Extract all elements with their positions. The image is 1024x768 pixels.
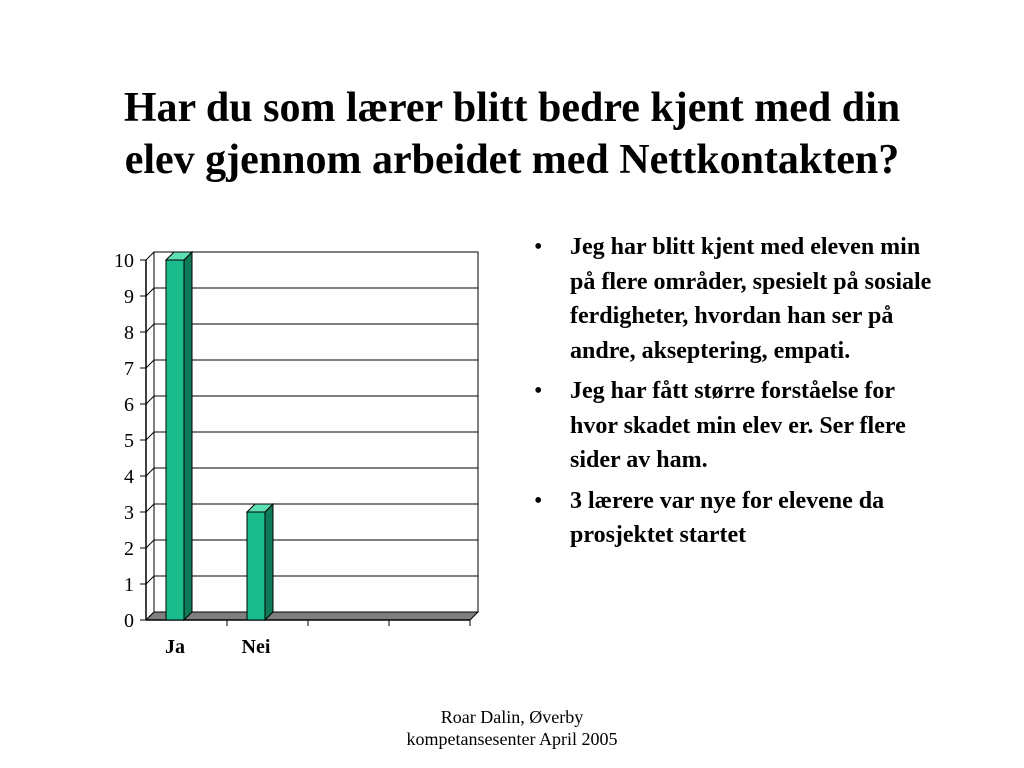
y-tick-label: 7 <box>124 358 134 380</box>
footer-line-2: kompetansesenter April 2005 <box>406 729 618 749</box>
bullet-item <box>530 230 940 368</box>
side-wall-line <box>146 468 154 476</box>
y-tick-label: 1 <box>124 574 134 596</box>
x-category-label: Ja <box>165 636 185 658</box>
y-tick-label: 2 <box>124 538 134 560</box>
bar-side <box>265 504 273 620</box>
bullet-symbol: • <box>534 234 543 260</box>
bullet-list <box>530 230 940 559</box>
y-tick-label: 8 <box>124 322 134 344</box>
footer-line-1: Roar Dalin, Øverby <box>440 707 584 727</box>
y-tick-label: 5 <box>124 430 134 452</box>
y-tick-label: 0 <box>124 610 134 632</box>
bullet-text: Jeg har blitt kjent med eleven min på flere områder, spesielt på sosiale ferdigheter, hvordan han ser på andre, akseptering, empati. <box>570 234 932 364</box>
title-line-2: elev gjennom arbeidet med Nettkontakten? <box>124 137 900 183</box>
side-wall-line <box>146 432 154 440</box>
y-tick-label: 10 <box>114 250 134 272</box>
side-wall-line <box>146 396 154 404</box>
bullet-item <box>530 374 940 478</box>
side-wall-line <box>146 576 154 584</box>
side-wall-line <box>146 504 154 512</box>
bullet-symbol: • <box>534 487 543 514</box>
bar-side <box>184 252 192 620</box>
bar <box>166 260 184 620</box>
side-wall-line <box>146 360 154 368</box>
side-wall-line <box>146 324 154 332</box>
y-tick-label: 3 <box>124 502 134 524</box>
footer <box>312 706 712 750</box>
side-wall-line <box>146 252 154 260</box>
side-wall-line <box>146 540 154 548</box>
side-wall-line <box>146 288 154 296</box>
slide-title <box>60 82 964 186</box>
bar-chart <box>90 230 510 670</box>
bullet-symbol: • <box>534 378 543 404</box>
y-tick-label: 6 <box>124 394 134 416</box>
x-category-label: Nei <box>241 636 271 658</box>
bullet-text: Jeg har fått større forståelse for hvor skadet min elev er. Ser flere sider av ham. <box>570 378 906 473</box>
plot-floor <box>146 612 478 620</box>
y-tick-label: 4 <box>124 466 134 488</box>
bar-chart-svg <box>90 230 510 670</box>
y-tick-label: 9 <box>124 286 134 308</box>
title-line-1: Har du som lærer blitt bedre kjent med din <box>123 85 901 131</box>
bullet-item <box>530 484 940 553</box>
bar <box>247 512 265 620</box>
bullet-text: 3 lærere var nye for elevene da prosjektet startet <box>570 487 885 548</box>
